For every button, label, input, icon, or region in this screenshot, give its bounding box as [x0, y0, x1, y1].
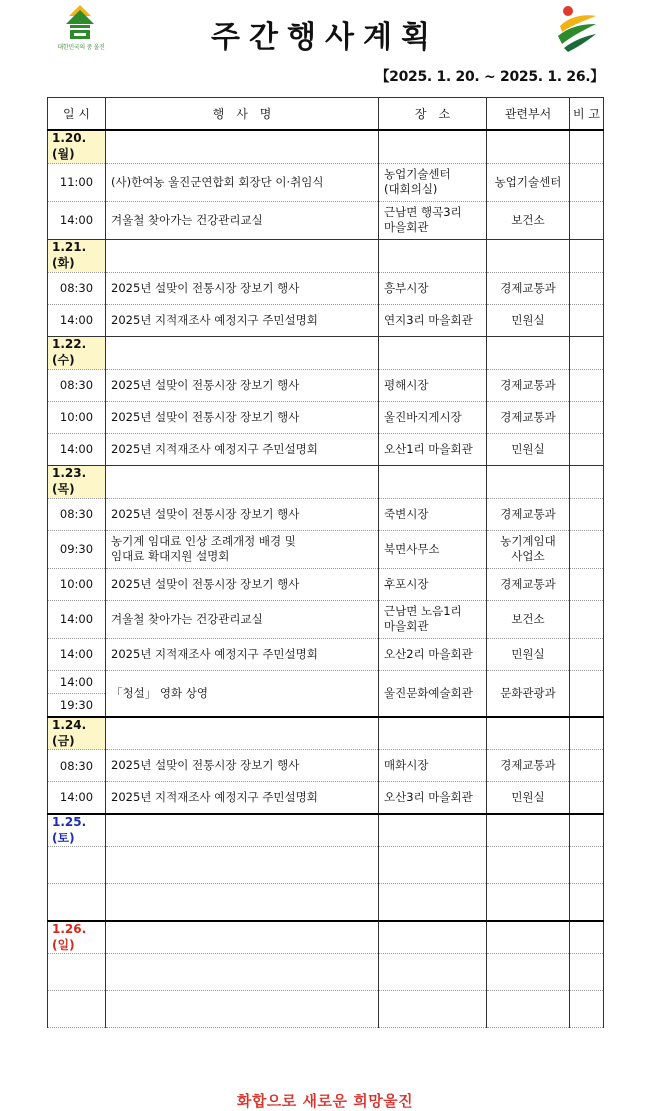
- empty-cell: [487, 884, 570, 921]
- empty-cell: [379, 465, 487, 498]
- footer-slogan: 화합으로 새로운 희망울진: [236, 1092, 414, 1110]
- empty-cell: [106, 130, 379, 163]
- col-header-place: 장 소: [379, 98, 487, 131]
- schedule-period: 【2025. 1. 20. ~ 2025. 1. 26.】: [375, 69, 604, 85]
- date-row: [48, 717, 604, 750]
- event-time-end: 19:30: [59, 697, 94, 712]
- event-time: 08:30: [48, 369, 106, 401]
- empty-cell: [570, 130, 604, 163]
- date-row: [48, 239, 604, 272]
- empty-row: [48, 847, 604, 884]
- event-name: 겨울철 찾아가는 건강관리교실: [106, 201, 379, 239]
- col-header-name: 행 사 명: [106, 98, 379, 131]
- empty-cell: [106, 717, 379, 750]
- event-note: [570, 750, 604, 782]
- empty-cell: [570, 239, 604, 272]
- event-place: 오산3리 마을회관: [379, 782, 487, 814]
- table-row: [48, 530, 604, 568]
- emblem-logo: [556, 2, 598, 54]
- empty-cell: [48, 954, 106, 991]
- empty-cell: [570, 717, 604, 750]
- empty-cell: [487, 336, 570, 369]
- empty-cell: [48, 884, 106, 921]
- empty-cell: [379, 847, 487, 884]
- event-place: 매화시장: [379, 750, 487, 782]
- event-time: 10:00: [48, 401, 106, 433]
- date-cell: 1.26.(일): [48, 921, 106, 954]
- event-name: 2025년 설맞이 전통시장 장보기 행사: [106, 272, 379, 304]
- date-cell: 1.22.(수): [48, 336, 106, 369]
- event-name: 겨울철 찾아가는 건강관리교실: [106, 600, 379, 638]
- event-place: 오산1리 마을회관: [379, 433, 487, 465]
- table-row: [48, 568, 604, 600]
- event-name: 2025년 설맞이 전통시장 장보기 행사: [106, 568, 379, 600]
- event-time: 14:00: [48, 782, 106, 814]
- event-place: 흥부시장: [379, 272, 487, 304]
- empty-cell: [48, 847, 106, 884]
- empty-cell: [570, 465, 604, 498]
- event-note: [570, 638, 604, 670]
- date-cell: 1.23.(목): [48, 465, 106, 498]
- event-dept: 경제교통과: [487, 568, 570, 600]
- empty-cell: [379, 814, 487, 847]
- col-header-note: 비 고: [570, 98, 604, 131]
- table-row: [48, 750, 604, 782]
- empty-cell: [487, 954, 570, 991]
- event-time: 10:00: [48, 568, 106, 600]
- event-dept: 경제교통과: [487, 750, 570, 782]
- event-time: 14:00: [48, 201, 106, 239]
- table-row: [48, 498, 604, 530]
- event-time: [48, 670, 106, 717]
- empty-cell: [106, 954, 379, 991]
- event-dept: 농기계임대 사업소: [487, 530, 570, 568]
- event-place: 근남면 행곡3리 마을회관: [379, 201, 487, 239]
- event-name: 2025년 지적재조사 예정지구 주민설명회: [106, 782, 379, 814]
- event-note: [570, 498, 604, 530]
- empty-cell: [106, 884, 379, 921]
- event-name: 농기계 임대료 인상 조례개정 배경 및 임대료 확대지원 설명회: [106, 530, 379, 568]
- empty-cell: [487, 847, 570, 884]
- event-note: [570, 272, 604, 304]
- empty-cell: [570, 921, 604, 954]
- event-note: [570, 401, 604, 433]
- event-place: 울진바지게시장: [379, 401, 487, 433]
- event-name: 2025년 지적재조사 예정지구 주민설명회: [106, 433, 379, 465]
- event-time: 14:00: [48, 600, 106, 638]
- table-row: [48, 272, 604, 304]
- empty-cell: [487, 814, 570, 847]
- event-note: [570, 530, 604, 568]
- event-place: 울진문화예술회관: [379, 670, 487, 717]
- empty-cell: [570, 954, 604, 991]
- event-dept: 민원실: [487, 433, 570, 465]
- event-note: [570, 568, 604, 600]
- empty-row: [48, 954, 604, 991]
- table-header-row: [48, 98, 604, 131]
- event-dept: 민원실: [487, 304, 570, 336]
- weekly-schedule-table: [47, 97, 604, 1028]
- date-cell: 1.24.(금): [48, 717, 106, 750]
- event-name: 「청설」 영화 상영: [106, 670, 379, 717]
- event-dept: 농업기술센터: [487, 163, 570, 201]
- event-time-start: 14:00: [48, 671, 105, 694]
- empty-cell: [379, 717, 487, 750]
- event-name: 2025년 지적재조사 예정지구 주민설명회: [106, 638, 379, 670]
- empty-cell: [379, 991, 487, 1028]
- event-name: 2025년 지적재조사 예정지구 주민설명회: [106, 304, 379, 336]
- event-time: 14:00: [48, 304, 106, 336]
- empty-cell: [570, 814, 604, 847]
- empty-cell: [379, 130, 487, 163]
- event-time: 08:30: [48, 272, 106, 304]
- empty-cell: [487, 239, 570, 272]
- event-name: 2025년 설맞이 전통시장 장보기 행사: [106, 498, 379, 530]
- empty-cell: [106, 336, 379, 369]
- event-dept: 경제교통과: [487, 272, 570, 304]
- event-place: 오산2리 마을회관: [379, 638, 487, 670]
- event-time: 14:00: [48, 433, 106, 465]
- event-name: 2025년 설맞이 전통시장 장보기 행사: [106, 369, 379, 401]
- empty-cell: [487, 717, 570, 750]
- table-row: [48, 304, 604, 336]
- event-name: (사)한여농 울진군연합회 회장단 이·취임식: [106, 163, 379, 201]
- empty-cell: [570, 884, 604, 921]
- empty-cell: [487, 921, 570, 954]
- event-name: 2025년 설맞이 전통시장 장보기 행사: [106, 750, 379, 782]
- event-dept: 민원실: [487, 638, 570, 670]
- event-note: [570, 433, 604, 465]
- empty-cell: [570, 991, 604, 1028]
- event-dept: 보건소: [487, 201, 570, 239]
- event-dept: 보건소: [487, 600, 570, 638]
- event-place: 농업기술센터 (대회의실): [379, 163, 487, 201]
- empty-cell: [106, 921, 379, 954]
- table-row: [48, 638, 604, 670]
- empty-cell: [379, 954, 487, 991]
- empty-cell: [106, 847, 379, 884]
- empty-cell: [48, 991, 106, 1028]
- event-place: 북면사무소: [379, 530, 487, 568]
- event-name: 2025년 설맞이 전통시장 장보기 행사: [106, 401, 379, 433]
- empty-cell: [379, 921, 487, 954]
- empty-cell: [106, 239, 379, 272]
- col-header-date: 일 시: [48, 98, 106, 131]
- date-row: [48, 130, 604, 163]
- empty-cell: [106, 465, 379, 498]
- event-dept: 민원실: [487, 782, 570, 814]
- event-dept: 경제교통과: [487, 498, 570, 530]
- empty-row: [48, 991, 604, 1028]
- empty-cell: [379, 336, 487, 369]
- event-time: 14:00: [48, 638, 106, 670]
- empty-row: [48, 884, 604, 921]
- empty-cell: [379, 239, 487, 272]
- table-row: [48, 433, 604, 465]
- date-row: [48, 921, 604, 954]
- event-note: [570, 304, 604, 336]
- page-title: 주간행사계획: [211, 20, 439, 55]
- event-note: [570, 201, 604, 239]
- event-place: 연지3리 마을회관: [379, 304, 487, 336]
- event-place: 근남면 노음1리 마을회관: [379, 600, 487, 638]
- date-cell: 1.20.(월): [48, 130, 106, 163]
- date-cell: 1.25.(토): [48, 814, 106, 847]
- event-place: 평해시장: [379, 369, 487, 401]
- empty-cell: [487, 465, 570, 498]
- logo-slogan: 대한민국의 중 울진: [57, 44, 105, 51]
- event-note: [570, 782, 604, 814]
- table-row: [48, 670, 604, 717]
- empty-cell: [570, 336, 604, 369]
- table-row: [48, 401, 604, 433]
- event-note: [570, 369, 604, 401]
- table-row: [48, 600, 604, 638]
- event-dept: 경제교통과: [487, 369, 570, 401]
- empty-cell: [106, 814, 379, 847]
- empty-cell: [487, 991, 570, 1028]
- col-header-dept: 관련부서: [487, 98, 570, 131]
- table-row: [48, 782, 604, 814]
- table-row: [48, 369, 604, 401]
- table-row: [48, 163, 604, 201]
- event-time: 11:00: [48, 163, 106, 201]
- empty-cell: [106, 991, 379, 1028]
- event-note: [570, 600, 604, 638]
- date-row: [48, 336, 604, 369]
- date-cell: 1.21.(화): [48, 239, 106, 272]
- county-logo: [50, 4, 112, 56]
- date-row: [48, 465, 604, 498]
- event-time: 08:30: [48, 750, 106, 782]
- table-row: [48, 201, 604, 239]
- county-emblem-icon: [556, 2, 598, 54]
- event-time: 09:30: [48, 530, 106, 568]
- empty-cell: [379, 884, 487, 921]
- event-place: 죽변시장: [379, 498, 487, 530]
- event-note: [570, 163, 604, 201]
- event-note: [570, 670, 604, 717]
- event-place: 후포시장: [379, 568, 487, 600]
- empty-cell: [570, 847, 604, 884]
- event-time: 08:30: [48, 498, 106, 530]
- event-dept: 경제교통과: [487, 401, 570, 433]
- empty-cell: [487, 130, 570, 163]
- pine-tree-logo-icon: [64, 4, 96, 40]
- date-row: [48, 814, 604, 847]
- event-dept: 문화관광과: [487, 670, 570, 717]
